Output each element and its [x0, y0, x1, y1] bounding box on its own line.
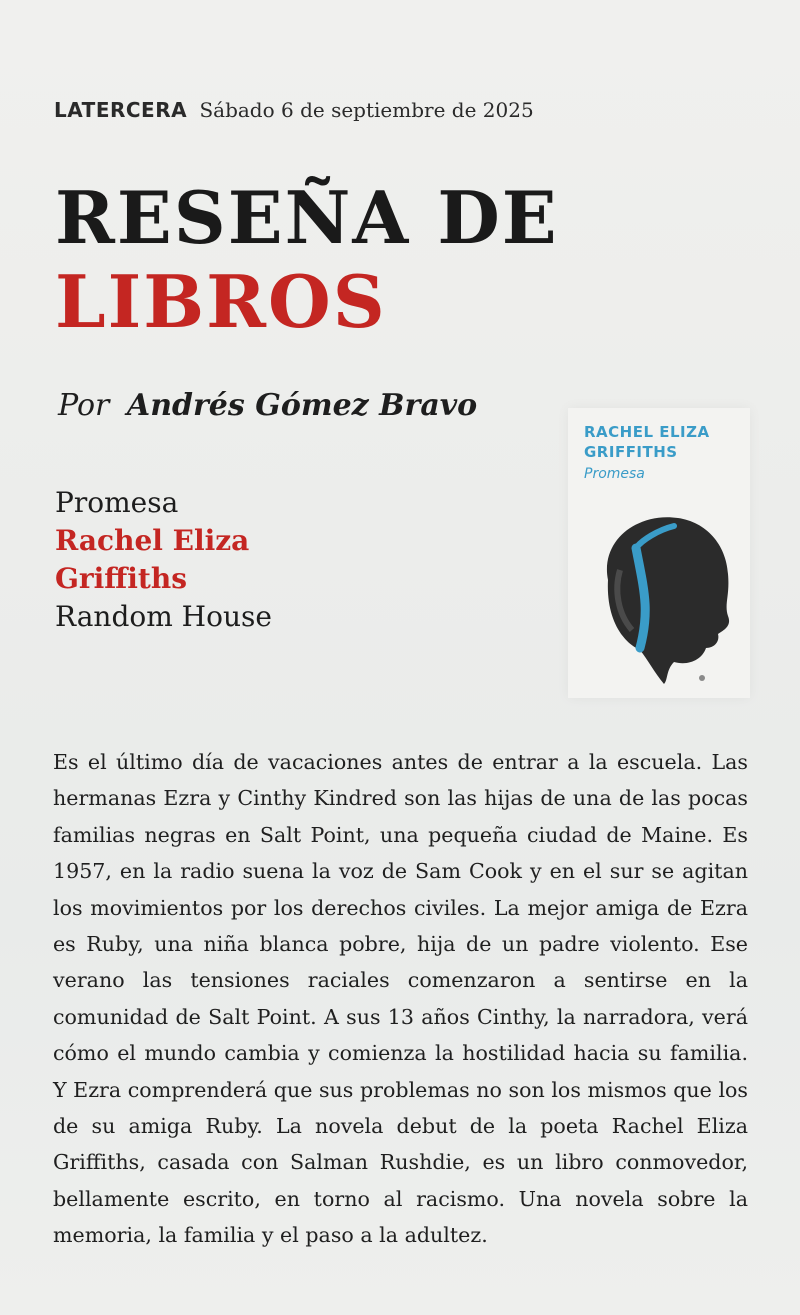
page-header	[54, 98, 534, 122]
review-body-text: Es el último día de vacaciones antes de entrar a la escuela. Las hermanas Ezra y Cinthy Kindred son las hijas de una de las pocas familias negras en Salt Point, una pequeña ciudad de Maine. Es 1957, en la radio suena la voz de Sam Cook y en el sur se agitan los movimientos por los derechos civiles. La mejor amiga de Ezra es Ruby, una niña blanca pobre, hija de un padre violento. Ese verano las tensiones raciales comenzaron a sentirse en la comunidad de Salt Point. A sus 13 años Cinthy, la narradora, verá cómo el mundo cambia y comienza la hostilidad hacia su familia. Y Ezra comprenderá que sus problemas no son los mismos que los de su amiga Ruby. La novela debut de la poeta Rachel Eliza Griffiths, casada con Salman Rushdie, es un libro conmovedor, bellamente escrito, en torno al racismo. Una novela sobre la memoria, la familia y el paso a la adultez.	[53, 750, 748, 1248]
newspaper-brand: LATERCERA	[54, 98, 188, 122]
silhouette-head-with-blue-headband-icon	[578, 500, 740, 685]
cover-author: RACHEL ELIZA GRIFFITHS	[584, 423, 710, 461]
book-author-line-1: Rachel Eliza	[55, 524, 250, 557]
book-publisher: Random House	[55, 600, 272, 633]
byline-author: Andrés Gómez Bravo	[126, 388, 478, 423]
publication-date: Sábado 6 de septiembre de 2025	[199, 98, 534, 122]
book-author-line-2: Griffiths	[55, 562, 187, 595]
book-title: Promesa	[55, 486, 179, 519]
book-info	[55, 484, 272, 636]
byline-prefix: Por	[58, 388, 110, 423]
section-title-line-2: LIBROS	[55, 259, 387, 344]
cover-title: Promesa	[584, 466, 645, 482]
section-title-line-1: RESEÑA DE	[55, 175, 559, 260]
book-cover-image	[568, 408, 750, 698]
byline	[58, 388, 477, 423]
